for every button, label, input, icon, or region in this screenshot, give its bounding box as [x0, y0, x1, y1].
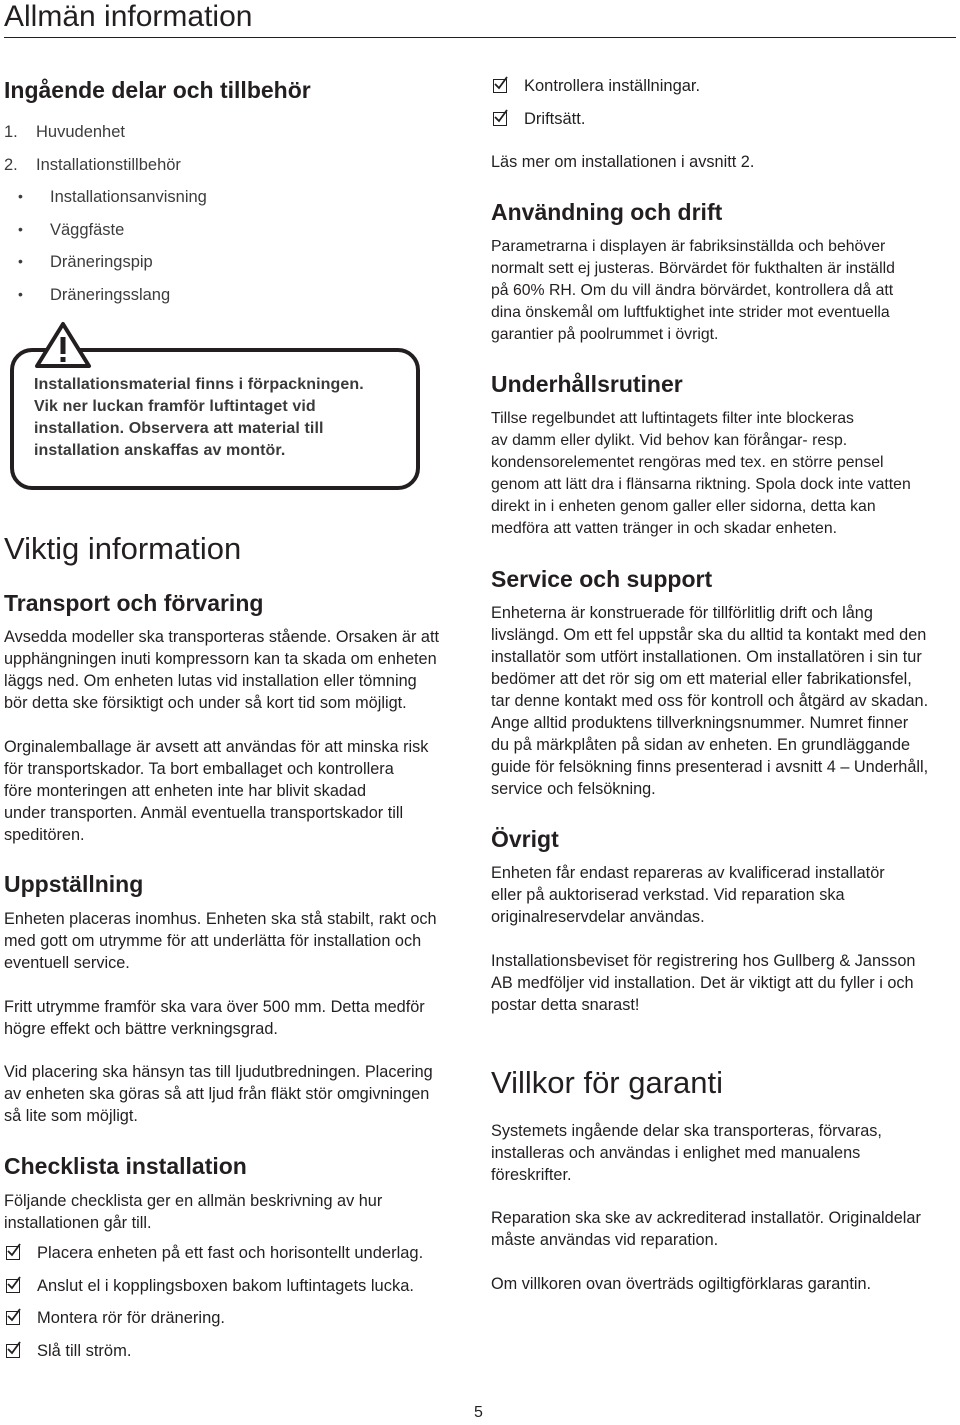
warranty-title: Villkor för garanti: [491, 1065, 724, 1100]
header-rule: [4, 37, 956, 38]
checkbox-checked-icon: [6, 1311, 20, 1325]
page-number: 5: [474, 1404, 483, 1421]
service-paragraph: Enheterna är konstruerade för tillförlitlig drift och lång livslängd. Om ett fel uppstår ska du alltid ta kontakt med den installatör som utfört installationen. Om installatören i sin tur bedömer att det rör sig om ett material eller fabrikationsfel, tar denne kontakt med oss för kontroll och åtgärd av skadan. Ange alltid produktens tillverkningsnummer. Numret finner du på märkplåten på sidan av enheten. En grundläggande guide för felsökning finns presenterad i avsnitt 4 – Underhåll, service och felsökning.: [491, 604, 929, 798]
setup-paragraph-3: Vid placering ska hänsyn tas till ljudutbredningen. Placering av enheten ska göras så att ljud från fläkt stör omgivningen så lite som möjligt.: [4, 1063, 433, 1125]
warranty-paragraph-2: Reparation ska ske av ackrediterad installatör. Originaldelar måste användas vid reparation.: [491, 1209, 921, 1249]
warning-triangle-icon: [34, 321, 92, 374]
checklist-item: Anslut el i kopplingsboxen bakom luftintagets lucka.: [4, 1277, 474, 1310]
checklist-continued: [491, 77, 951, 142]
list-item: 2. Installationstillbehör: [4, 155, 181, 174]
usage-paragraph: Parametrarna i displayen är fabriksinställda och behöver normalt sett ej justeras. Börvärdet för fukthalten är inställd på 60% RH. Om du vill ändra börvärdet, kontrollera då att dina önskemål om luftfuktighet inte strider mot eventuella garantier på poolrummet i övrigt.: [491, 238, 895, 343]
other-heading: Övrigt: [491, 826, 559, 852]
usage-heading: Användning och drift: [491, 199, 723, 225]
list-item: • Väggfäste: [18, 220, 125, 239]
warning-text: Installationsmaterial finns i förpackningen. Vik ner luckan framför luftintaget vid installation. Observera att material till installation anskaffas av montör.: [34, 376, 364, 459]
parts-bullet-list: [4, 188, 304, 318]
list-item: • Dräneringsslang: [18, 285, 171, 304]
setup-paragraph-1: Enheten placeras inomhus. Enheten ska stå stabilt, rakt och med gott om utrymme för att underlätta för installation och eventuell service.: [4, 910, 437, 972]
checklist-item: Driftsätt.: [491, 110, 951, 143]
checkbox-checked-icon: [6, 1246, 20, 1260]
checkbox-checked-icon: [493, 112, 507, 126]
checklist-item: Placera enheten på ett fast och horisontellt underlag.: [4, 1244, 474, 1277]
parts-numbered-list: [4, 123, 181, 188]
setup-heading: Uppställning: [4, 871, 144, 897]
read-more-text: Läs mer om installationen i avsnitt 2.: [491, 153, 755, 171]
checklist-heading: Checklista installation: [4, 1153, 247, 1179]
checklist: [4, 1244, 474, 1374]
maintenance-paragraph: Tillse regelbundet att luftintagets filter inte blockeras av damm eller dylikt. Vid behov kan förångar- resp. kondensorelementet rengöras med tex. en större pensel genom att lätt dra i flänsarna riktning. Spola dock inte vatten direkt in i enheten genom galler eller sidorna, detta kan medföra att vatten tränger in och skadar enheten.: [491, 410, 911, 537]
parts-heading: Ingående delar och tillbehör: [4, 77, 311, 103]
list-item: • Installationsanvisning: [18, 188, 207, 206]
setup-paragraph-2: Fritt utrymme framför ska vara över 500 mm. Detta medför högre effekt och bättre verkningsgrad.: [4, 998, 425, 1038]
checklist-item: Slå till ström.: [4, 1342, 474, 1375]
other-paragraph-2: Installationsbeviset för registrering hos Gullberg & Jansson AB medföljer vid installation. Det är viktigt att du fyller i och postar detta snarast!: [491, 952, 916, 1014]
checkbox-checked-icon: [493, 79, 507, 93]
transport-paragraph-1: Avsedda modeller ska transporteras stående. Orsaken är att upphängningen inuti kompressorn kan ta skada om enheten läggs ned. Om enheten lutas vid installation eller tömning bör detta ske försiktigt och under så kort tid som möjligt.: [4, 628, 439, 712]
checkbox-checked-icon: [6, 1344, 20, 1358]
page-title: Allmän information: [4, 0, 253, 33]
list-item: 1. Huvudenhet: [4, 123, 125, 141]
warranty-paragraph-3: Om villkoren ovan överträds ogiltigförklaras garantin.: [491, 1275, 872, 1293]
service-heading: Service och support: [491, 566, 713, 592]
checklist-item: Montera rör för dränering.: [4, 1309, 474, 1342]
transport-paragraph-2: Orginalemballage är avsett att användas för att minska risk för transportskador. Ta bort emballaget och kontrollera före monteringen att enheten inte har blivit skadad under transporten. Anmäl eventuella transportskador till speditören.: [4, 738, 429, 844]
important-title: Viktig information: [4, 531, 242, 566]
transport-heading: Transport och förvaring: [4, 590, 264, 616]
checklist-item: Kontrollera inställningar.: [491, 77, 951, 110]
checkbox-checked-icon: [6, 1279, 20, 1293]
checklist-intro: Följande checklista ger en allmän beskrivning av hur installationen går till.: [4, 1192, 383, 1232]
list-item: • Dräneringspip: [18, 253, 153, 271]
maintenance-heading: Underhållsrutiner: [491, 371, 683, 397]
warranty-paragraph-1: Systemets ingående delar ska transporteras, förvaras, installeras och användas i enlighet med manualens föreskrifter.: [491, 1122, 882, 1184]
other-paragraph-1: Enheten får endast repareras av kvalificerad installatör eller på auktoriserad verkstad. Vid reparation ska originalreservdelar användas.: [491, 864, 885, 926]
